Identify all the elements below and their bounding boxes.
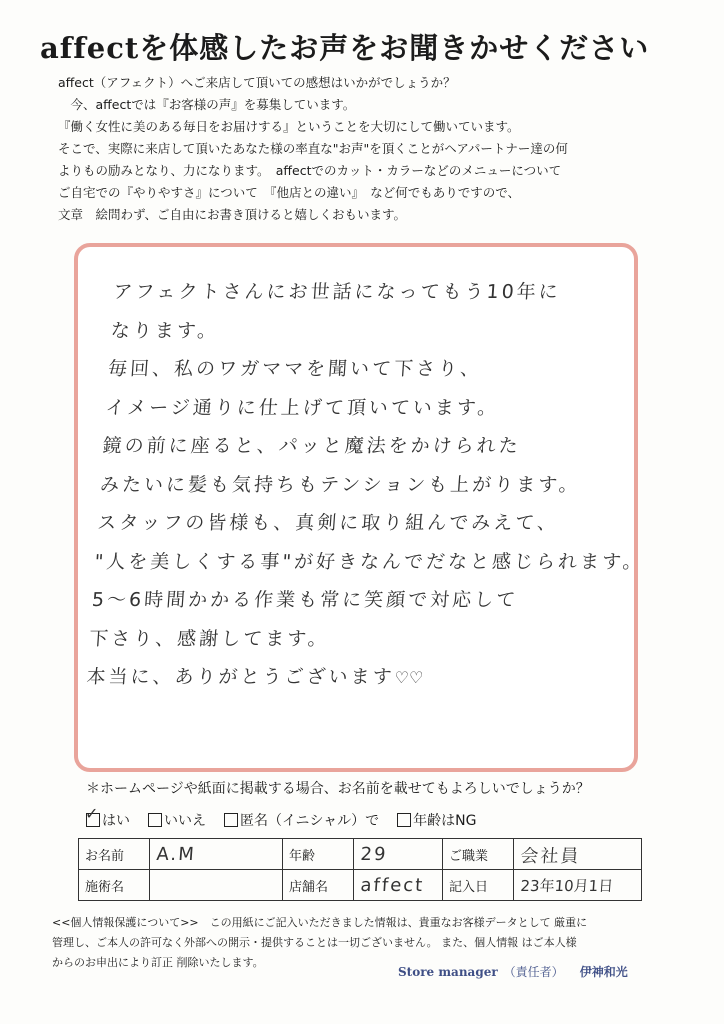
table-row xyxy=(79,870,642,901)
intro-line: 今、affectでは『お客様の声』を募集しています。 xyxy=(58,97,356,112)
name-value: A.M xyxy=(148,839,283,870)
letter-line: イメージ通りに仕上げて頂いています。 xyxy=(104,396,501,419)
privacy-line: からのお申出により訂正 削除いたします。 xyxy=(52,956,264,969)
store-label: 店舗名 xyxy=(283,870,354,901)
stylist-value xyxy=(148,870,283,901)
heart-icon: ♡♡ xyxy=(393,668,424,687)
option-anonymous[interactable] xyxy=(224,810,379,830)
customer-info-table xyxy=(78,838,642,901)
consent-options xyxy=(86,810,477,830)
age-label: 年齢 xyxy=(283,839,354,870)
checkbox-checked-icon[interactable] xyxy=(86,813,100,827)
letter-line: みたいに髪も気持ちもテンションも上がります。 xyxy=(99,473,582,496)
letter-line: アフェクトさんにお世話になってもう10年に xyxy=(112,281,562,303)
intro-line: よりもの励みとなり、力になります。 affectでのカット・カラーなどのメニューについて xyxy=(58,163,562,178)
age-value: 29 xyxy=(352,839,443,870)
intro-text xyxy=(58,72,678,226)
option-no[interactable] xyxy=(148,810,206,830)
privacy-line: <<個人情報保護について>> この用紙にご記入いただきました情報は、貴重なお客様データとして 厳重に xyxy=(52,916,588,929)
table-row xyxy=(79,839,642,870)
option-label: 年齢はNG xyxy=(413,813,477,829)
option-label: 匿名（イニシャル）で xyxy=(240,813,380,829)
store-value: affect xyxy=(352,870,443,901)
checkbox-icon[interactable] xyxy=(148,813,162,827)
option-label: いいえ xyxy=(164,813,206,829)
letter-line: 下さり、感謝してます。 xyxy=(88,627,331,650)
option-age-ng[interactable] xyxy=(397,810,476,830)
consent-question: ＊ホームページや紙面に掲載する場合、お名前を載せてもよろしいでしょうか？ xyxy=(86,781,590,797)
option-label: はい xyxy=(102,813,130,829)
letter-line: "人を美しくする事"が好きなんでだなと感じられます。 xyxy=(93,550,646,573)
store-manager xyxy=(398,963,628,980)
intro-line: 文章 絵問わず、ご自由にお書き頂けると嬉しくおもいます。 xyxy=(58,207,407,222)
intro-line: affect（アフェクト）へご来店して頂いての感想はいかがでしょうか？ xyxy=(58,75,456,90)
job-label: ご職業 xyxy=(443,839,514,870)
job-value: 会社員 xyxy=(512,839,642,870)
manager-role: （責任者） xyxy=(503,965,564,979)
stylist-label: 施術名 xyxy=(79,870,150,901)
date-label: 記入日 xyxy=(443,870,514,901)
intro-line: そこで、実際に来店して頂いたあなた様の率直な"お声"を頂くことがヘアパートナー達の何 xyxy=(58,141,568,156)
manager-title: Store manager xyxy=(398,965,498,979)
letter-line: なります。 xyxy=(110,319,221,342)
name-label: お名前 xyxy=(79,839,150,870)
letter-line: 鏡の前に座ると、パッと魔法をかけられた xyxy=(101,435,522,457)
intro-line: ご自宅での『やりやすさ』について 『他店との違い』 など何でもありですので、 xyxy=(58,185,521,200)
manager-name: 伊神和光 xyxy=(579,965,628,979)
privacy-line: 管理し、ご本人の許可なく外部への開示・提供することは一切ございません。 また、個人情報 はご本人様 xyxy=(52,936,577,949)
letter-line: スタッフの皆様も、真剣に取り組んでみえて、 xyxy=(96,512,560,534)
date-value: 23年10月1日 xyxy=(512,870,642,901)
checkbox-icon[interactable] xyxy=(224,813,238,827)
intro-line: 『働く女性に美のある毎日をお届けする』ということを大切にして働いています。 xyxy=(58,119,520,134)
page-title: affectを体感したお声をお聞きかせください xyxy=(40,31,650,65)
letter-line-last xyxy=(85,658,608,697)
option-yes[interactable] xyxy=(86,810,130,830)
letter-line: 5～6時間かかる作業も常に笑顔で対応して xyxy=(91,589,519,611)
letter-line: 本当に、ありがとうございます xyxy=(85,666,396,688)
checkbox-icon[interactable] xyxy=(397,813,411,827)
letter-line: 毎回、私のワガママを聞いて下さり、 xyxy=(107,358,483,380)
handwritten-letter xyxy=(85,273,646,697)
handwritten-letter-frame xyxy=(74,243,646,772)
